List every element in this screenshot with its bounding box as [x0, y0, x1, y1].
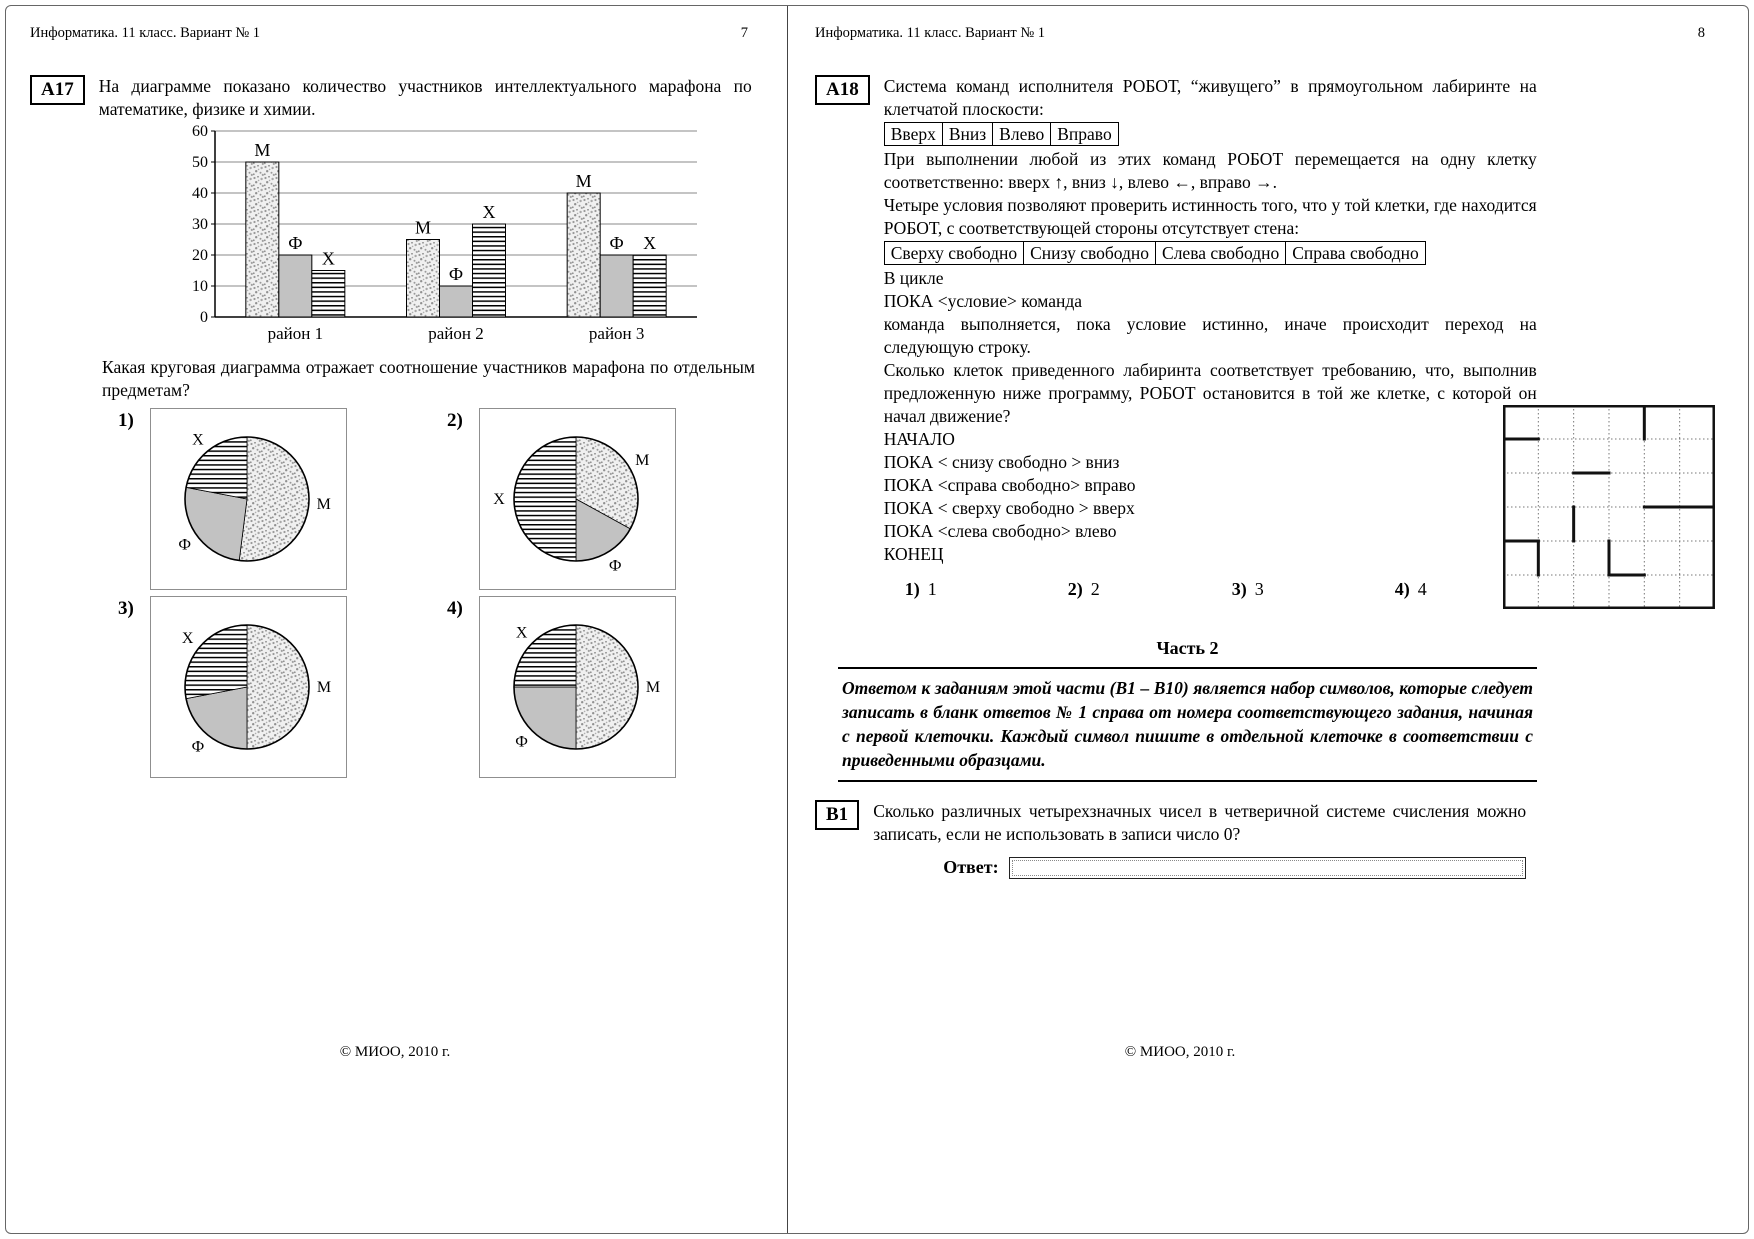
svg-text:район 1: район 1 [267, 324, 324, 343]
page-number: 8 [1697, 25, 1705, 41]
cycle-explain: команда выполняется, пока условие истинно, иначе происходит переход на следующую строку. [883, 314, 1537, 357]
header-title: Информатика. 11 класс. Вариант № 1 [815, 25, 1046, 41]
b1-answer-row [943, 856, 1526, 879]
svg-text:Х: Х [493, 491, 505, 508]
a18-option-3: 3) 3 [1231, 579, 1264, 599]
pie-option-2-number: 2) [447, 410, 463, 431]
svg-text:район 3: район 3 [588, 324, 645, 343]
command-right: Вправо [1051, 123, 1118, 146]
commands-table [884, 122, 1119, 146]
cycle-form: ПОКА <условие> команда [883, 291, 1082, 311]
pie-row-2 [118, 596, 760, 778]
program-line: ПОКА < снизу свободно > вниз [883, 452, 1120, 472]
conditions-table [884, 241, 1426, 265]
part-2-rule-box [838, 667, 1537, 782]
robot-program [884, 428, 1537, 566]
footer-right: © МИОО, 2010 г. [1124, 1044, 1236, 1060]
command-down: Вниз [942, 123, 992, 146]
task-a17-text: На диаграмме показано количество участников интеллектуального марафона по математике, физике и химии. [98, 76, 752, 119]
svg-text:60: 60 [192, 123, 208, 140]
task-a17-label: А17 [30, 75, 85, 105]
b1-answer-label: Ответ: [943, 857, 999, 877]
command-left: Влево [993, 123, 1051, 146]
command-up: Вверх [884, 123, 942, 146]
svg-text:Ф: Ф [178, 536, 192, 554]
task-a18-conditions-text: Четыре условия позволяют проверить истинность того, что у той клетки, где находится РОБОТ, с соответствующей стороны отсутствует стена: [883, 195, 1537, 238]
svg-text:М: М [645, 679, 661, 696]
task-b1-label: В1 [815, 800, 859, 830]
part-2-title: Часть 2 [1156, 638, 1219, 658]
program-line: ПОКА < сверху свободно > вверх [883, 498, 1135, 518]
svg-text:Х: Х [515, 624, 528, 642]
bar-chart-svg [165, 121, 710, 349]
bar-chart [165, 121, 760, 354]
pie-option-3 [118, 596, 347, 778]
pie-option-1-number: 1) [118, 410, 134, 431]
task-a18-move-text: При выполнении любой из этих команд РОБОТ перемещается на одну клетку соответственно: вверх ↑, вниз ↓, влево ←, вправо →. [883, 149, 1537, 192]
svg-text:Х: Х [482, 202, 496, 222]
pie-option-4 [447, 596, 676, 778]
svg-text:40: 40 [192, 185, 208, 202]
pie-chart-2 [479, 408, 676, 590]
part-2-section [838, 638, 1537, 782]
condition-right-free: Справа свободно [1286, 242, 1426, 265]
pie-chart-3 [150, 596, 347, 778]
part-2-instruction: Ответом к заданиям этой части (В1 – В10) является набор символов, которые следует записать в бланк ответов № 1 справа от номера соответствующего задания, начиная с первой клеточки. Каждый символ пишите в отдельной клеточке в соответствии с приведенными образцами. [842, 678, 1533, 770]
svg-text:Ф: Ф [448, 264, 464, 284]
a18-answer-options [884, 578, 1537, 604]
pie-row-1 [118, 408, 760, 590]
page-header [30, 25, 748, 42]
svg-text:Ф: Ф [609, 233, 624, 253]
a18-option-1: 1) 1 [904, 579, 937, 599]
program-line: НАЧАЛО [883, 429, 955, 449]
svg-text:М: М [635, 451, 650, 469]
svg-text:М: М [575, 171, 592, 191]
b1-answer-field[interactable] [1009, 857, 1527, 879]
svg-text:50: 50 [192, 154, 208, 171]
b1-answer-field-cells[interactable] [1012, 860, 1524, 876]
footer-left: © МИОО, 2010 г. [339, 1044, 451, 1060]
svg-text:М: М [316, 495, 331, 513]
a18-option-2: 2) 2 [1067, 579, 1100, 599]
cycle-intro: В цикле [883, 268, 944, 288]
task-a17-question: Какая круговая диаграмма отражает соотношение участников марафона по отдельным предметам? [102, 357, 755, 400]
condition-top-free: Сверху свободно [884, 242, 1023, 265]
svg-text:10: 10 [192, 278, 208, 295]
svg-text:Ф: Ф [288, 233, 303, 253]
task-b1 [815, 800, 1720, 879]
svg-text:Ф: Ф [608, 557, 622, 575]
svg-text:Х: Х [181, 629, 194, 647]
svg-text:0: 0 [200, 309, 208, 326]
page-number: 7 [740, 25, 748, 41]
pie-option-1 [118, 408, 347, 590]
pie-option-2 [447, 408, 676, 590]
pie-option-4-number: 4) [447, 598, 463, 619]
page-header [815, 25, 1705, 42]
svg-text:Х: Х [643, 233, 657, 253]
pie-option-3-number: 3) [118, 598, 134, 619]
task-a18-intro: Система команд исполнителя РОБОТ, “живущего” в прямоугольном лабиринте на клетчатой плоскости: [883, 76, 1537, 119]
task-a18-label: А18 [815, 75, 870, 105]
page-divider [787, 6, 788, 1233]
a18-option-4: 4) 4 [1394, 579, 1427, 599]
svg-text:М: М [316, 679, 332, 696]
svg-text:Ф: Ф [191, 738, 205, 756]
page-8 [815, 25, 1720, 1060]
svg-text:М: М [254, 140, 271, 160]
condition-left-free: Слева свободно [1156, 242, 1286, 265]
pie-chart-1 [150, 408, 347, 590]
svg-text:30: 30 [192, 216, 208, 233]
program-line: ПОКА <слева свободно> влево [883, 521, 1117, 541]
svg-text:М: М [414, 217, 432, 238]
header-title: Информатика. 11 класс. Вариант № 1 [30, 25, 261, 41]
svg-text:20: 20 [192, 247, 208, 264]
svg-text:Ф: Ф [515, 733, 528, 751]
page-7 [30, 25, 760, 1060]
task-b1-text: Сколько различных четырехзначных чисел в четверичной системе счисления можно записать, если не использовать в записи число 0? [873, 801, 1527, 844]
svg-text:Х: Х [321, 248, 335, 269]
task-a17 [30, 75, 760, 121]
pie-options [118, 408, 760, 778]
task-a18-question: Сколько клеток приведенного лабиринта соответствует требованию, что, выполнив предложенную ниже программу, РОБОТ остановится в той же клетке, с которой он начал движение? [883, 360, 1537, 426]
svg-text:Х: Х [192, 431, 204, 449]
svg-text:район 2: район 2 [428, 324, 484, 343]
program-line: КОНЕЦ [883, 544, 944, 564]
maze-grid [1503, 405, 1715, 614]
pie-chart-4 [479, 596, 676, 778]
program-line: ПОКА <справа свободно> вправо [883, 475, 1136, 495]
condition-bottom-free: Снизу свободно [1024, 242, 1156, 265]
